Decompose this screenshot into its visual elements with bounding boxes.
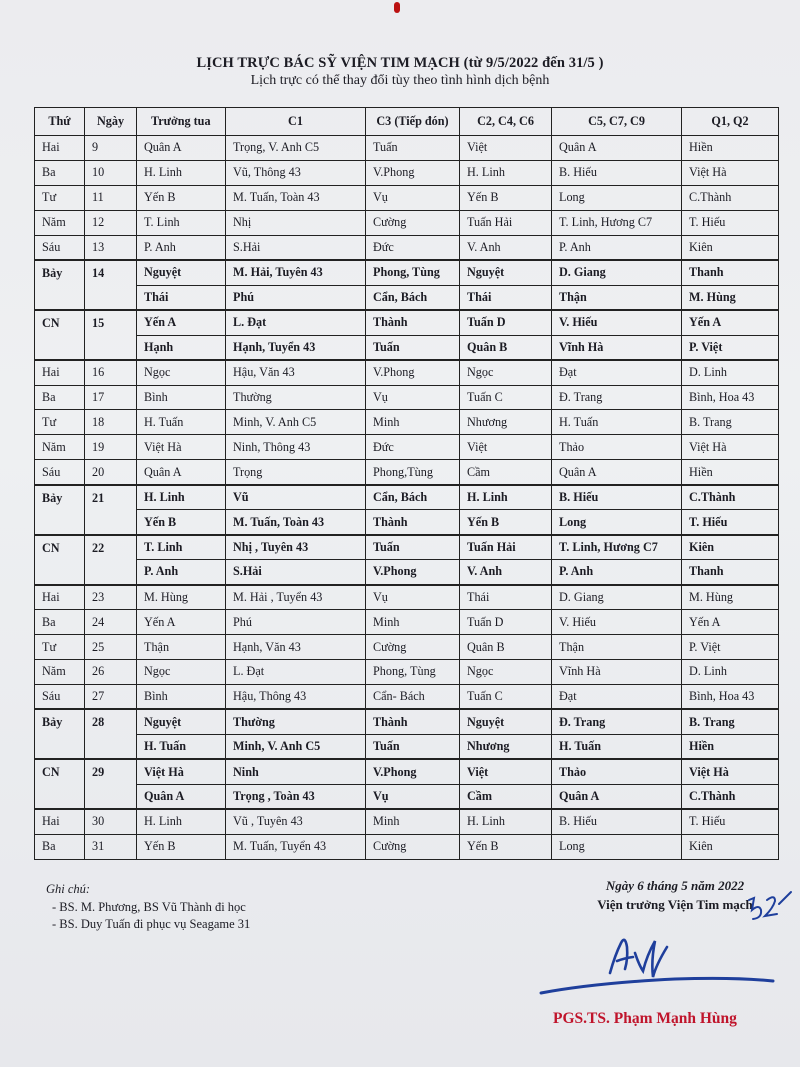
c1-cell: S.Hải [226, 560, 366, 585]
c3-cell: Cẩn- Bách [366, 684, 460, 709]
c2-c4-c6-cell: Quân B [460, 335, 552, 360]
header-cell-date: Ngày [85, 108, 137, 136]
c1-cell: Minh, V. Anh C5 [226, 734, 366, 759]
weekday-cell: Ba [35, 610, 85, 635]
c2-c4-c6-cell: Tuấn C [460, 385, 552, 410]
c5-c7-c9-cell: B. Hiếu [552, 809, 682, 834]
date-cell: 15 [85, 310, 137, 360]
c2-c4-c6-cell: H. Linh [460, 160, 552, 185]
date-cell: 29 [85, 759, 137, 809]
q1-q2-cell: Kiên [682, 535, 779, 560]
q1-q2-cell: Việt Hà [682, 160, 779, 185]
shift-lead-cell: T. Linh [137, 535, 226, 560]
weekday-cell: Tư [35, 410, 85, 435]
shift-lead-cell: H. Linh [137, 485, 226, 510]
q1-q2-cell: D. Linh [682, 360, 779, 385]
c1-cell: Hạnh, Tuyển 43 [226, 335, 366, 360]
table-row [35, 809, 779, 834]
c2-c4-c6-cell: Quân B [460, 635, 552, 660]
shift-lead-cell: Việt Hà [137, 759, 226, 784]
c2-c4-c6-cell: Tuấn Hải [460, 535, 552, 560]
table-row [35, 410, 779, 435]
table-row [35, 385, 779, 410]
handwritten-initial-mark [745, 888, 795, 928]
c3-cell: V.Phong [366, 560, 460, 585]
c2-c4-c6-cell: Thái [460, 285, 552, 310]
c2-c4-c6-cell: Tuấn Hải [460, 210, 552, 235]
q1-q2-cell: Yến A [682, 610, 779, 635]
c5-c7-c9-cell: Thận [552, 635, 682, 660]
date-cell: 23 [85, 585, 137, 610]
c5-c7-c9-cell: D. Giang [552, 260, 682, 285]
weekday-cell: Bảy [35, 485, 85, 535]
date-cell: 17 [85, 385, 137, 410]
table-row [35, 335, 779, 360]
c3-cell: Phong, Tùng [366, 260, 460, 285]
c2-c4-c6-cell: Nguyệt [460, 709, 552, 734]
shift-lead-cell: Hạnh [137, 335, 226, 360]
q1-q2-cell: Hiền [682, 460, 779, 485]
date-cell: 21 [85, 485, 137, 535]
date-cell: 10 [85, 160, 137, 185]
c3-cell: Tuấn [366, 734, 460, 759]
c5-c7-c9-cell: P. Anh [552, 235, 682, 260]
table-row [35, 660, 779, 685]
c1-cell: Ninh [226, 759, 366, 784]
c5-c7-c9-cell: Đạt [552, 684, 682, 709]
c1-cell: Vũ [226, 485, 366, 510]
c3-cell: Vụ [366, 385, 460, 410]
c5-c7-c9-cell: B. Hiếu [552, 160, 682, 185]
c1-cell: Trọng, V. Anh C5 [226, 136, 366, 161]
signature-date: Ngày 6 tháng 5 năm 2022 [605, 878, 745, 893]
shift-lead-cell: Quân A [137, 136, 226, 161]
c1-cell: Vũ , Tuyên 43 [226, 809, 366, 834]
weekday-cell: CN [35, 759, 85, 809]
c2-c4-c6-cell: Tuấn D [460, 610, 552, 635]
table-row [35, 185, 779, 210]
c2-c4-c6-cell: Việt [460, 435, 552, 460]
c5-c7-c9-cell: Long [552, 834, 682, 859]
c5-c7-c9-cell: P. Anh [552, 560, 682, 585]
c1-cell: S.Hải [226, 235, 366, 260]
weekday-cell: Năm [35, 660, 85, 685]
c5-c7-c9-cell: Thận [552, 285, 682, 310]
date-cell: 9 [85, 136, 137, 161]
shift-lead-cell: Yến A [137, 610, 226, 635]
q1-q2-cell: Kiên [682, 834, 779, 859]
c3-cell: Phong, Tùng [366, 660, 460, 685]
shift-lead-cell: Nguyệt [137, 260, 226, 285]
weekday-cell: Tư [35, 185, 85, 210]
table-row [35, 759, 779, 784]
c3-cell: V.Phong [366, 759, 460, 784]
weekday-cell: Sáu [35, 235, 85, 260]
shift-lead-cell: P. Anh [137, 235, 226, 260]
weekday-cell: CN [35, 310, 85, 360]
schedule-title: LỊCH TRỰC BÁC SỸ VIỆN TIM MẠCH (từ 9/5/2022 đến 31/5 ) [196, 55, 604, 71]
duty-schedule-table [34, 107, 779, 860]
q1-q2-cell: T. Hiếu [682, 510, 779, 535]
c3-cell: Tuấn [366, 335, 460, 360]
c3-cell: Vụ [366, 784, 460, 809]
shift-lead-cell: Quân A [137, 784, 226, 809]
signature-role: Viện trưởng Viện Tim mạch [597, 897, 753, 912]
header-cell-weekday: Thứ [35, 108, 85, 136]
table-row [35, 260, 779, 285]
c2-c4-c6-cell: Việt [460, 759, 552, 784]
q1-q2-cell: M. Hùng [682, 585, 779, 610]
c3-cell: Đức [366, 235, 460, 260]
q1-q2-cell: Kiên [682, 235, 779, 260]
c1-cell: L. Đạt [226, 310, 366, 335]
c1-cell: Trọng , Toàn 43 [226, 784, 366, 809]
header-cell-q1-q2: Q1, Q2 [682, 108, 779, 136]
c2-c4-c6-cell: Cầm [460, 784, 552, 809]
c2-c4-c6-cell: Ngọc [460, 360, 552, 385]
c3-cell: Cường [366, 210, 460, 235]
c1-cell: Hậu, Văn 43 [226, 360, 366, 385]
c2-c4-c6-cell: V. Anh [460, 560, 552, 585]
c2-c4-c6-cell: Tuấn D [460, 310, 552, 335]
header-cell-c3: C3 (Tiếp đón) [366, 108, 460, 136]
weekday-cell: Ba [35, 834, 85, 859]
header-cell-shift-lead: Trưởng tua [137, 108, 226, 136]
c3-cell: Cường [366, 635, 460, 660]
c3-cell: V.Phong [366, 160, 460, 185]
c1-cell: Hậu, Thông 43 [226, 684, 366, 709]
c2-c4-c6-cell: Việt [460, 136, 552, 161]
q1-q2-cell: B. Trang [682, 709, 779, 734]
c5-c7-c9-cell: Quân A [552, 136, 682, 161]
date-cell: 28 [85, 709, 137, 759]
c3-cell: Cẩn, Bách [366, 485, 460, 510]
table-row [35, 585, 779, 610]
table-row [35, 210, 779, 235]
q1-q2-cell: Hiền [682, 136, 779, 161]
handwritten-signature [535, 925, 785, 1005]
table-row [35, 285, 779, 310]
c5-c7-c9-cell: D. Giang [552, 585, 682, 610]
date-cell: 26 [85, 660, 137, 685]
q1-q2-cell: Việt Hà [682, 435, 779, 460]
q1-q2-cell: C.Thành [682, 185, 779, 210]
weekday-cell: Hai [35, 360, 85, 385]
c3-cell: Minh [366, 809, 460, 834]
date-cell: 18 [85, 410, 137, 435]
table-row [35, 360, 779, 385]
table-row [35, 160, 779, 185]
c5-c7-c9-cell: Vĩnh Hà [552, 660, 682, 685]
table-row [35, 435, 779, 460]
c3-cell: Cường [366, 834, 460, 859]
header-cell-c5-c7-c9: C5, C7, C9 [552, 108, 682, 136]
c1-cell: Hạnh, Văn 43 [226, 635, 366, 660]
c1-cell: Thường [226, 709, 366, 734]
shift-lead-cell: Bình [137, 385, 226, 410]
c2-c4-c6-cell: Nguyệt [460, 260, 552, 285]
table-row [35, 610, 779, 635]
header-cell-c1: C1 [226, 108, 366, 136]
c3-cell: Phong,Tùng [366, 460, 460, 485]
table-row [35, 684, 779, 709]
weekday-cell: Sáu [35, 460, 85, 485]
shift-lead-cell: Việt Hà [137, 435, 226, 460]
q1-q2-cell: D. Linh [682, 660, 779, 685]
table-row [35, 235, 779, 260]
c5-c7-c9-cell: Quân A [552, 784, 682, 809]
shift-lead-cell: M. Hùng [137, 585, 226, 610]
weekday-cell: Bảy [35, 709, 85, 759]
c1-cell: Thường [226, 385, 366, 410]
c5-c7-c9-cell: Thảo [552, 435, 682, 460]
note-line: - BS. M. Phương, BS Vũ Thành đi học [52, 900, 246, 914]
c5-c7-c9-cell: Vĩnh Hà [552, 335, 682, 360]
c1-cell: M. Tuấn, Toàn 43 [226, 185, 366, 210]
shift-lead-cell: H. Linh [137, 160, 226, 185]
notes-block [46, 882, 250, 932]
c2-c4-c6-cell: Tuấn C [460, 684, 552, 709]
c5-c7-c9-cell: H. Tuấn [552, 410, 682, 435]
c3-cell: Thành [366, 709, 460, 734]
table-row [35, 560, 779, 585]
table-row [35, 535, 779, 560]
c1-cell: M. Tuấn, Tuyển 43 [226, 834, 366, 859]
shift-lead-cell: Quân A [137, 460, 226, 485]
date-cell: 31 [85, 834, 137, 859]
shift-lead-cell: Yến B [137, 510, 226, 535]
c2-c4-c6-cell: Nhương [460, 734, 552, 759]
c1-cell: Vũ, Thông 43 [226, 160, 366, 185]
q1-q2-cell: Bình, Hoa 43 [682, 385, 779, 410]
c1-cell: L. Đạt [226, 660, 366, 685]
weekday-cell: Hai [35, 136, 85, 161]
c1-cell: Nhị , Tuyên 43 [226, 535, 366, 560]
c5-c7-c9-cell: Đ. Trang [552, 385, 682, 410]
date-cell: 22 [85, 535, 137, 585]
date-cell: 12 [85, 210, 137, 235]
weekday-cell: Hai [35, 809, 85, 834]
shift-lead-cell: Yến B [137, 834, 226, 859]
q1-q2-cell: Thanh [682, 260, 779, 285]
shift-lead-cell: H. Tuấn [137, 410, 226, 435]
c2-c4-c6-cell: V. Anh [460, 235, 552, 260]
date-cell: 13 [85, 235, 137, 260]
c3-cell: Tuấn [366, 535, 460, 560]
date-cell: 25 [85, 635, 137, 660]
shift-lead-cell: Nguyệt [137, 709, 226, 734]
c3-cell: Thành [366, 310, 460, 335]
c1-cell: Trọng [226, 460, 366, 485]
shift-lead-cell: H. Tuấn [137, 734, 226, 759]
table-row [35, 635, 779, 660]
q1-q2-cell: Việt Hà [682, 759, 779, 784]
shift-lead-cell: Yến A [137, 310, 226, 335]
shift-lead-cell: Thận [137, 635, 226, 660]
table-row [35, 709, 779, 734]
shift-lead-cell: Yến B [137, 185, 226, 210]
q1-q2-cell: Hiền [682, 734, 779, 759]
c2-c4-c6-cell: H. Linh [460, 485, 552, 510]
q1-q2-cell: Bình, Hoa 43 [682, 684, 779, 709]
c1-cell: M. Tuấn, Toàn 43 [226, 510, 366, 535]
c3-cell: Đức [366, 435, 460, 460]
c1-cell: Ninh, Thông 43 [226, 435, 366, 460]
shift-lead-cell: P. Anh [137, 560, 226, 585]
table-row [35, 310, 779, 335]
c2-c4-c6-cell: Yến B [460, 834, 552, 859]
schedule-body [35, 136, 779, 860]
weekday-cell: Ba [35, 385, 85, 410]
c3-cell: Tuấn [366, 136, 460, 161]
table-row [35, 510, 779, 535]
c5-c7-c9-cell: Quân A [552, 460, 682, 485]
q1-q2-cell: Thanh [682, 560, 779, 585]
c2-c4-c6-cell: Nhương [460, 410, 552, 435]
schedule-subtitle: Lịch trực có thể thay đổi tùy theo tình hình dịch bệnh [250, 73, 550, 88]
weekday-cell: Sáu [35, 684, 85, 709]
q1-q2-cell: P. Việt [682, 635, 779, 660]
table-header-row [35, 108, 779, 136]
date-cell: 20 [85, 460, 137, 485]
date-cell: 24 [85, 610, 137, 635]
c2-c4-c6-cell: Thái [460, 585, 552, 610]
table-row [35, 460, 779, 485]
shift-lead-cell: Ngọc [137, 360, 226, 385]
date-cell: 19 [85, 435, 137, 460]
q1-q2-cell: T. Hiếu [682, 210, 779, 235]
shift-lead-cell: H. Linh [137, 809, 226, 834]
c1-cell: M. Hải , Tuyển 43 [226, 585, 366, 610]
c5-c7-c9-cell: Long [552, 510, 682, 535]
q1-q2-cell: T. Hiếu [682, 809, 779, 834]
shift-lead-cell: T. Linh [137, 210, 226, 235]
c5-c7-c9-cell: H. Tuấn [552, 734, 682, 759]
c5-c7-c9-cell: B. Hiếu [552, 485, 682, 510]
c3-cell: Vụ [366, 585, 460, 610]
c3-cell: V.Phong [366, 360, 460, 385]
c1-cell: M. Hải, Tuyên 43 [226, 260, 366, 285]
signer-name: PGS.TS. Phạm Mạnh Hùng [553, 1010, 737, 1027]
table-row [35, 734, 779, 759]
c2-c4-c6-cell: H. Linh [460, 809, 552, 834]
q1-q2-cell: Yến A [682, 310, 779, 335]
header-cell-c2-c4-c6: C2, C4, C6 [460, 108, 552, 136]
weekday-cell: CN [35, 535, 85, 585]
c5-c7-c9-cell: Đ. Trang [552, 709, 682, 734]
c3-cell: Minh [366, 610, 460, 635]
weekday-cell: Bảy [35, 260, 85, 310]
c2-c4-c6-cell: Ngọc [460, 660, 552, 685]
date-cell: 16 [85, 360, 137, 385]
date-cell: 30 [85, 809, 137, 834]
weekday-cell: Năm [35, 435, 85, 460]
c2-c4-c6-cell: Cầm [460, 460, 552, 485]
c5-c7-c9-cell: V. Hiếu [552, 610, 682, 635]
shift-lead-cell: Thái [137, 285, 226, 310]
table-row [35, 784, 779, 809]
table-row [35, 485, 779, 510]
c5-c7-c9-cell: T. Linh, Hương C7 [552, 535, 682, 560]
c1-cell: Minh, V. Anh C5 [226, 410, 366, 435]
c3-cell: Cẩn, Bách [366, 285, 460, 310]
weekday-cell: Hai [35, 585, 85, 610]
shift-lead-cell: Ngọc [137, 660, 226, 685]
c5-c7-c9-cell: Thảo [552, 759, 682, 784]
table-row [35, 834, 779, 859]
date-cell: 27 [85, 684, 137, 709]
c5-c7-c9-cell: V. Hiếu [552, 310, 682, 335]
weekday-cell: Ba [35, 160, 85, 185]
q1-q2-cell: C.Thành [682, 485, 779, 510]
red-pin-mark [394, 2, 400, 13]
q1-q2-cell: M. Hùng [682, 285, 779, 310]
c3-cell: Thành [366, 510, 460, 535]
weekday-cell: Tư [35, 635, 85, 660]
q1-q2-cell: C.Thành [682, 784, 779, 809]
q1-q2-cell: B. Trang [682, 410, 779, 435]
c2-c4-c6-cell: Yến B [460, 510, 552, 535]
shift-lead-cell: Bình [137, 684, 226, 709]
note-line: - BS. Duy Tuấn đi phục vụ Seagame 31 [52, 917, 251, 931]
c3-cell: Minh [366, 410, 460, 435]
c1-cell: Nhị [226, 210, 366, 235]
c1-cell: Phú [226, 610, 366, 635]
c5-c7-c9-cell: Long [552, 185, 682, 210]
date-cell: 11 [85, 185, 137, 210]
notes-label: Ghi chú: [46, 882, 91, 896]
date-cell: 14 [85, 260, 137, 310]
q1-q2-cell: P. Việt [682, 335, 779, 360]
weekday-cell: Năm [35, 210, 85, 235]
table-row [35, 136, 779, 161]
c2-c4-c6-cell: Yến B [460, 185, 552, 210]
c3-cell: Vụ [366, 185, 460, 210]
c1-cell: Phú [226, 285, 366, 310]
c5-c7-c9-cell: Đạt [552, 360, 682, 385]
c5-c7-c9-cell: T. Linh, Hương C7 [552, 210, 682, 235]
